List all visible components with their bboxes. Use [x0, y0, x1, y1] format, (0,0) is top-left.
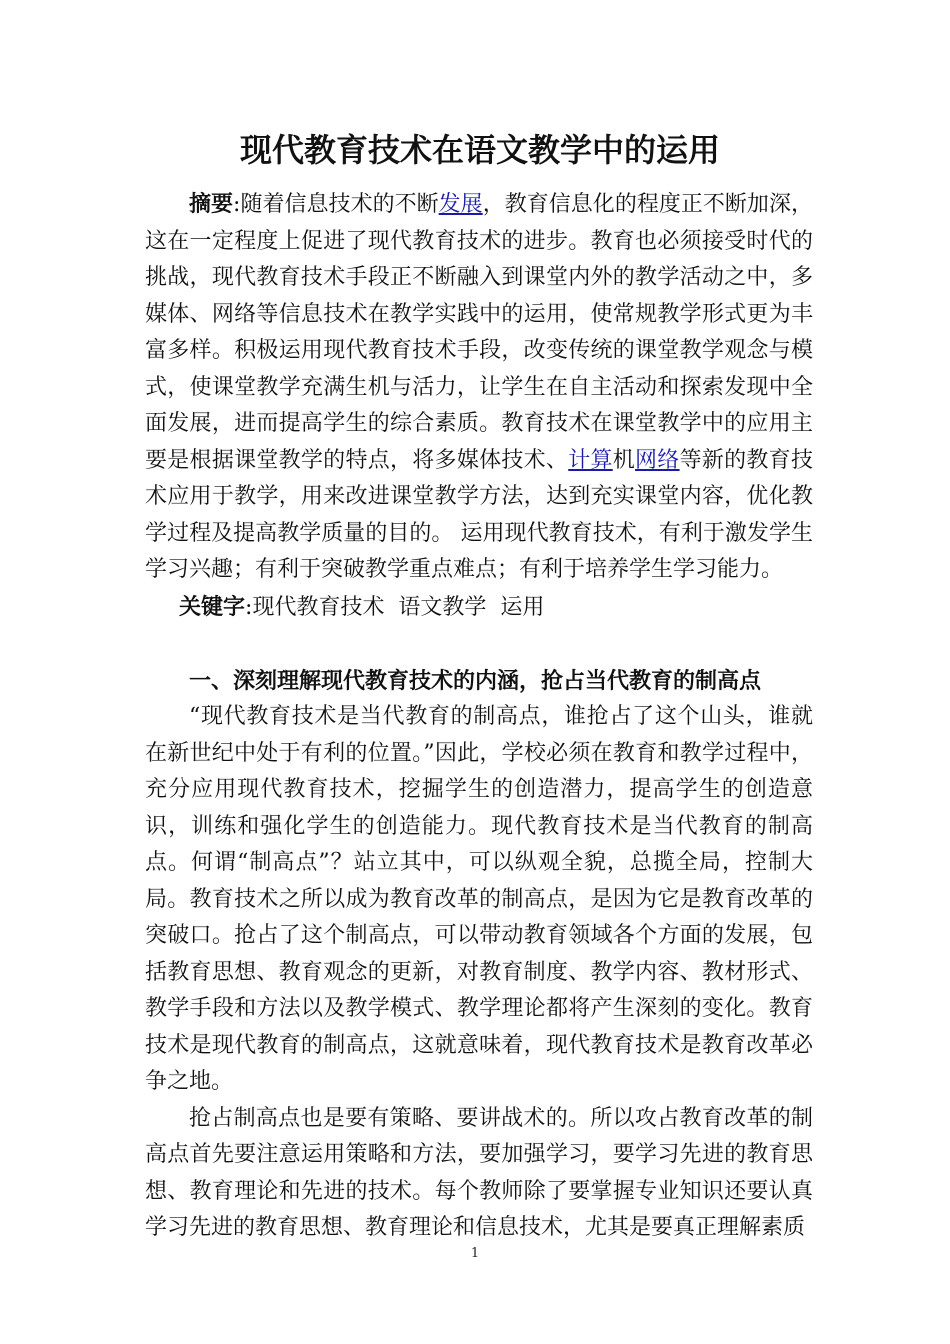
document-title: 现代教育技术在语文教学中的运用: [239, 131, 720, 169]
section-paragraph-2: 抢占制高点也是要有策略、要讲战术的。所以攻占教育改革的制高点首先要注意运用策略和方法，要加强学习，要学习先进的教育思想、教育理论和先进的技术。每个教师除了要掌握专业知识还要认真学习先进的教育思想、教育理论和信息技术，尤其是要真正理解素质: [145, 1105, 813, 1240]
link-jisuan[interactable]: 计算: [568, 447, 613, 473]
abstract-paragraph: [145, 186, 813, 589]
section-paragraph-1: “现代教育技术是当代教育的制高点，谁抢占了这个山头，谁就在新世纪中处于有利的位置。”因此，学校必须在教育和教学过程中，充分应用现代教育技术，挖掘学生的创造潜力，提高学生的创造意识，训练和强化学生的创造能力。现代教育技术是当代教育的制高点。何谓“制高点”？站立其中，可以纵观全貌，总揽全局，控制大局。教育技术之所以成为教育改革的制高点，是因为它是教育改革的突破口。抢占了这个制高点，可以带动教育领域各个方面的发展，包括教育思想、教育观念的更新，对教育制度、教学内容、教材形式、教学手段和方法以及教学模式、教学理论都将产生深刻的变化。教育技术是现代教育的制高点，这就意味着，现代教育技术是教育改革必争之地。: [145, 704, 813, 1094]
section-heading: 一、深刻理解现代教育技术的内涵，抢占当代教育的制高点: [189, 667, 762, 694]
keywords-text: 现代教育技术 语文教学 运用: [252, 594, 545, 620]
link-fazhan[interactable]: 发展: [438, 192, 483, 217]
blank-line: [145, 626, 813, 663]
abstract-label: 摘要: [189, 191, 234, 217]
keywords-paragraph: [145, 589, 813, 627]
document-body: [145, 186, 813, 1247]
link-wangluo[interactable]: 网络: [635, 447, 680, 473]
abstract-text-part3: 机: [612, 447, 636, 473]
abstract-text-part1: 随着信息技术的不断: [240, 192, 439, 217]
page-number: 1: [470, 1246, 480, 1261]
abstract-text-part2: ，教育信息化的程度正不断加深，这在一定程度上促进了现代教育技术的进步。教育也必须接受时代的挑战，现代教育技术手段正不断融入到课堂内外的教学活动之中，多媒体、网络等信息技术在教学实践中的运用，使常规教学形式更为丰富多样。积极运用现代教育技术手段，改变传统的课堂教学观念与模式，使课堂教学充满生机与活力，让学生在自主活动和探索发现中全面发展，进而提高学生的综合素质。教育技术在课堂教学中的应用主要是根据课堂教学的特点，将多媒体技术、: [145, 192, 813, 473]
abstract-colon: :: [233, 192, 241, 217]
keywords-label: 关键字: [179, 593, 246, 620]
abstract-text-part4: 等新的教育技术应用于教学，用来改进课堂教学方法，达到充实课堂内容，优化教学过程及提高教学质量的目的。 运用现代教育技术，有利于激发学生学习兴趣；有利于突破教学重点难点；有利于培养学生学习能力。: [145, 447, 813, 582]
keywords-colon: :: [245, 594, 253, 620]
